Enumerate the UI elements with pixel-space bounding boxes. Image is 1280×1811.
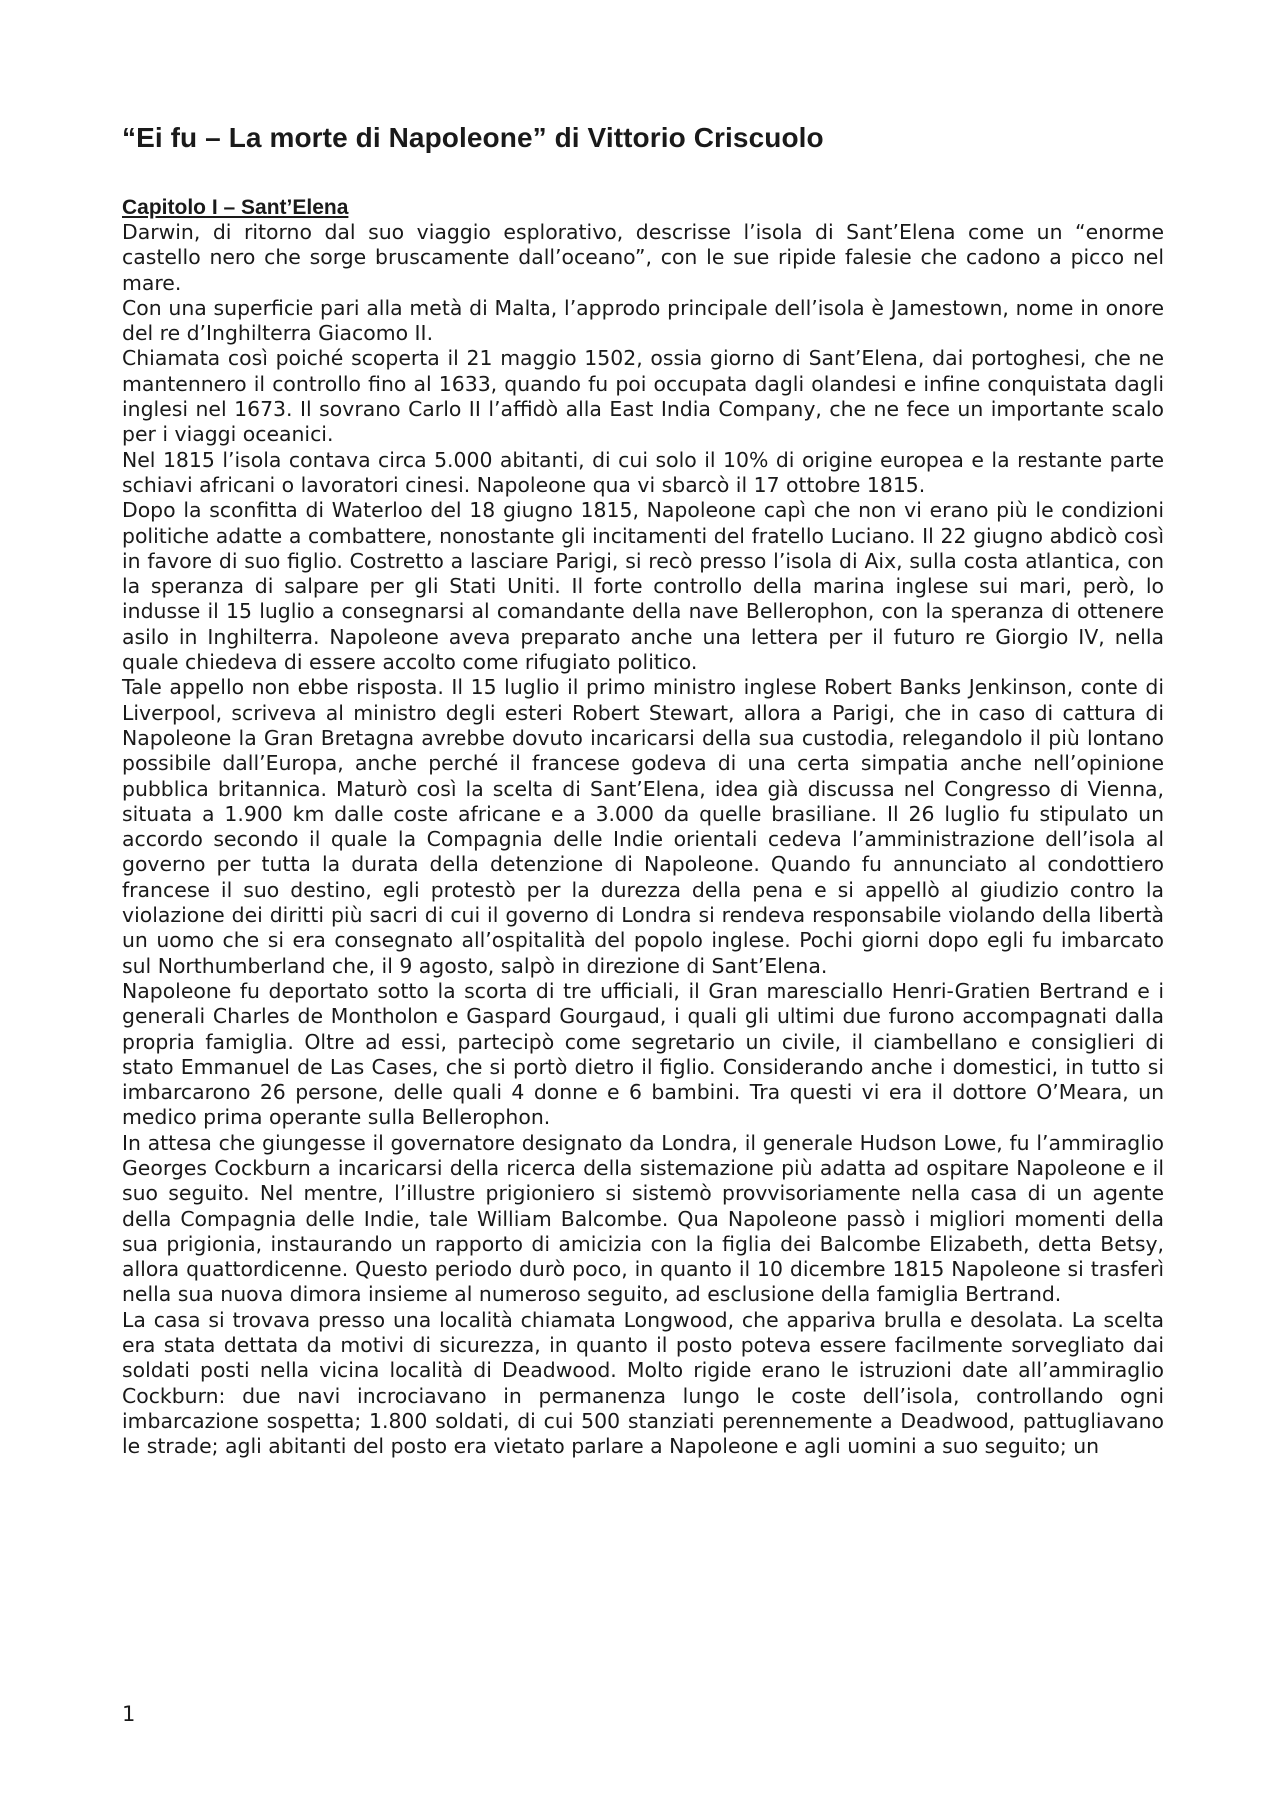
paragraph: In attesa che giungesse il governatore designato da Londra, il generale Hudson Lowe, fu l’ammiraglio Georges Cockburn a incaricarsi della ricerca della sistemazione più adatta ad ospitare Napoleone e il suo seguito. Nel mentre, l’illustre prigioniero si sistemò provvisoriamente nella casa di un agente della Compagnia delle Indie, tale William Balcombe. Qua Napoleone passò i migliori momenti della sua prigionia, instaurando un rapporto di amicizia con la figlia dei Balcombe Elizabeth, detta Betsy, allora quattordicenne. Questo periodo durò poco, in quanto il 10 dicembre 1815 Napoleone si trasferì nella sua nuova dimora insieme al numeroso seguito, ad esclusione della famiglia Bertrand.	[122, 1130, 1164, 1307]
chapter-heading: Capitolo I – Sant’Elena	[122, 196, 349, 219]
paragraph: Dopo la sconfitta di Waterloo del 18 giugno 1815, Napoleone capì che non vi erano più le condizioni politiche adatte a combattere, nonostante gli incitamenti del fratello Luciano. Il 22 giugno abdicò così in favore di suo figlio. Costretto a lasciare Parigi, si recò presso l’isola di Aix, sulla costa atlantica, con la speranza di salpare per gli Stati Uniti. Il forte controllo della marina inglese sui mari, però, lo indusse il 15 luglio a consegnarsi al comandante della nave Bellerophon, con la speranza di ottenere asilo in Inghilterra. Napoleone aveva preparato anche una lettera per il futuro re Giorgio IV, nella quale chiedeva di essere accolto come rifugiato politico.	[122, 498, 1164, 675]
page-number: 1	[122, 1702, 136, 1726]
paragraph: Tale appello non ebbe risposta. Il 15 luglio il primo ministro inglese Robert Banks Jenkinson, conte di Liverpool, scriveva al ministro degli esteri Robert Stewart, allora a Parigi, che in caso di cattura di Napoleone la Gran Bretagna avrebbe dovuto incaricarsi della sua custodia, relegandolo il più lontano possibile dall’Europa, anche perché il francese godeva di una certa simpatia anche nell’opinione pubblica britannica. Maturò così la scelta di Sant’Elena, idea già discussa nel Congresso di Vienna, situata a 1.900 km dalle coste africane e a 3.000 da quelle brasiliane. Il 26 luglio fu stipulato un accordo secondo il quale la Compagnia delle Indie orientali cedeva l’amministrazione dell’isola al governo per tutta la durata della detenzione di Napoleone. Quando fu annunciato al condottiero francese il suo destino, egli protestò per la durezza della pena e si appellò al giudizio contro la violazione dei diritti più sacri di cui il governo di Londra si rendeva responsabile violando della libertà un uomo che si era consegnato all’ospitalità del popolo inglese. Pochi giorni dopo egli fu imbarcato sul Northumberland che, il 9 agosto, salpò in direzione di Sant’Elena.	[122, 675, 1164, 978]
paragraph: Napoleone fu deportato sotto la scorta di tre ufficiali, il Gran maresciallo Henri-Gratien Bertrand e i generali Charles de Montholon e Gaspard Gourgaud, i quali gli ultimi due furono accompagnati dalla propria famiglia. Oltre ad essi, partecipò come segretario un civile, il ciambellano e consiglieri di stato Emmanuel de Las Cases, che si portò dietro il figlio. Considerando anche i domestici, in tutto si imbarcarono 26 persone, delle quali 4 donne e 6 bambini. Tra questi vi era il dottore O’Meara, un medico prima operante sulla Bellerophon.	[122, 978, 1164, 1130]
paragraph: La casa si trovava presso una località chiamata Longwood, che appariva brulla e desolata. La scelta era stata dettata da motivi di sicurezza, in quanto il posto poteva essere facilmente sorvegliato dai soldati posti nella vicina località di Deadwood. Molto rigide erano le istruzioni date all’ammiraglio Cockburn: due navi incrociavano in permanenza lungo le coste dell’isola, controllando ogni imbarcazione sospetta; 1.800 soldati, di cui 500 stanziati perennemente a Deadwood, pattugliavano le strade; agli abitanti del posto era vietato parlare a Napoleone e agli uomini a suo seguito; un	[122, 1307, 1164, 1459]
paragraph: Con una superficie pari alla metà di Malta, l’approdo principale dell’isola è Jamestown, nome in onore del re d’Inghilterra Giacomo II.	[122, 295, 1164, 346]
paragraph: Chiamata così poiché scoperta il 21 maggio 1502, ossia giorno di Sant’Elena, dai portoghesi, che ne mantennero il controllo fino al 1633, quando fu poi occupata dagli olandesi e infine conquistata dagli inglesi nel 1673. Il sovrano Carlo II l’affidò alla East India Company, che ne fece un importante scalo per i viaggi oceanici.	[122, 346, 1164, 447]
paragraph: Nel 1815 l’isola contava circa 5.000 abitanti, di cui solo il 10% di origine europea e la restante parte schiavi africani o lavoratori cinesi. Napoleone qua vi sbarcò il 17 ottobre 1815.	[122, 447, 1164, 497]
paragraph: Darwin, di ritorno dal suo viaggio esplorativo, descrisse l’isola di Sant’Elena come un “enorme castello nero che sorge bruscamente dall’oceano”, con le sue ripide falesie che cadono a picco nel mare.	[122, 220, 1164, 295]
document-page	[122, 0, 1164, 1811]
body-text	[122, 220, 1164, 1460]
document-title: “Ei fu – La morte di Napoleone” di Vittorio Criscuolo	[122, 122, 824, 153]
